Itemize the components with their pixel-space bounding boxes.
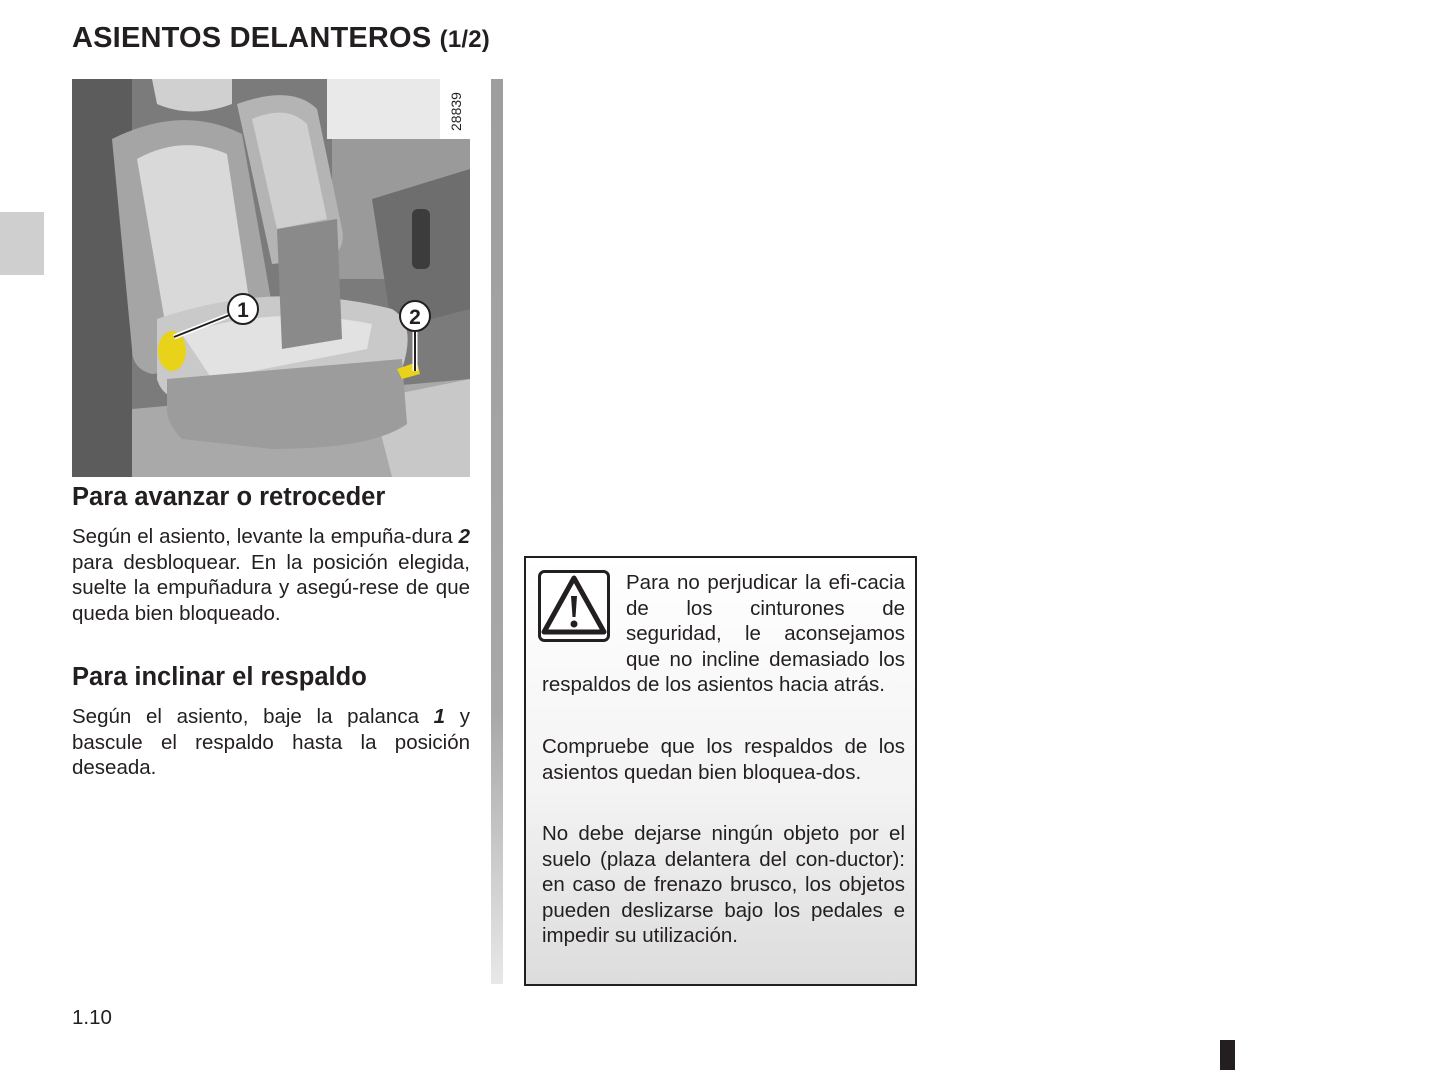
column-divider <box>491 79 503 984</box>
ref-2: 2 <box>458 525 470 548</box>
warning-text-3: No debe dejarse ningún objeto por el suelo (plaza delantera del con-ductor): en caso de frenazo brusco, los objetos pueden deslizarse bajo los pedales e impedir su utilización. <box>542 822 905 947</box>
warning-box <box>524 556 917 986</box>
callout-2-label: 2 <box>409 306 421 329</box>
seat-photo <box>72 79 470 477</box>
title-part: (1/2) <box>439 26 490 53</box>
ref-1: 1 <box>433 705 446 728</box>
callout-1-label: 1 <box>237 299 249 322</box>
seat-illustration <box>72 79 470 477</box>
corner-mark <box>1220 1040 1235 1070</box>
section-tab-marker <box>0 212 44 275</box>
lever-1-highlight <box>158 331 186 371</box>
title-text: ASIENTOS DELANTEROS <box>72 22 432 54</box>
page-number: 1.10 <box>72 1006 112 1029</box>
warning-text-2: Compruebe que los respaldos de los asientos quedan bien bloquea-dos. <box>542 735 905 784</box>
page-title <box>72 22 490 55</box>
section-text-advance: Según el asiento, levante la empuña-dura 2 para desbloquear. En la posición elegida, suelte la empuñadura y asegú-rese de que queda bien bloqueado. <box>72 525 470 625</box>
section-heading-recline: Para inclinar el respaldo <box>72 663 367 691</box>
section-heading-advance: Para avanzar o retroceder <box>72 483 386 511</box>
image-code: 28839 <box>448 92 464 131</box>
section-text-recline: Según el asiento, baje la palanca 1 y bascule el respaldo hasta la posición deseada. <box>72 705 470 779</box>
warning-text-1: Para no perjudicar la efi-cacia de los cinturones de seguridad, le aconsejamos que no incline demasiado los respaldos de los asientos hacia atrás. <box>542 571 905 696</box>
